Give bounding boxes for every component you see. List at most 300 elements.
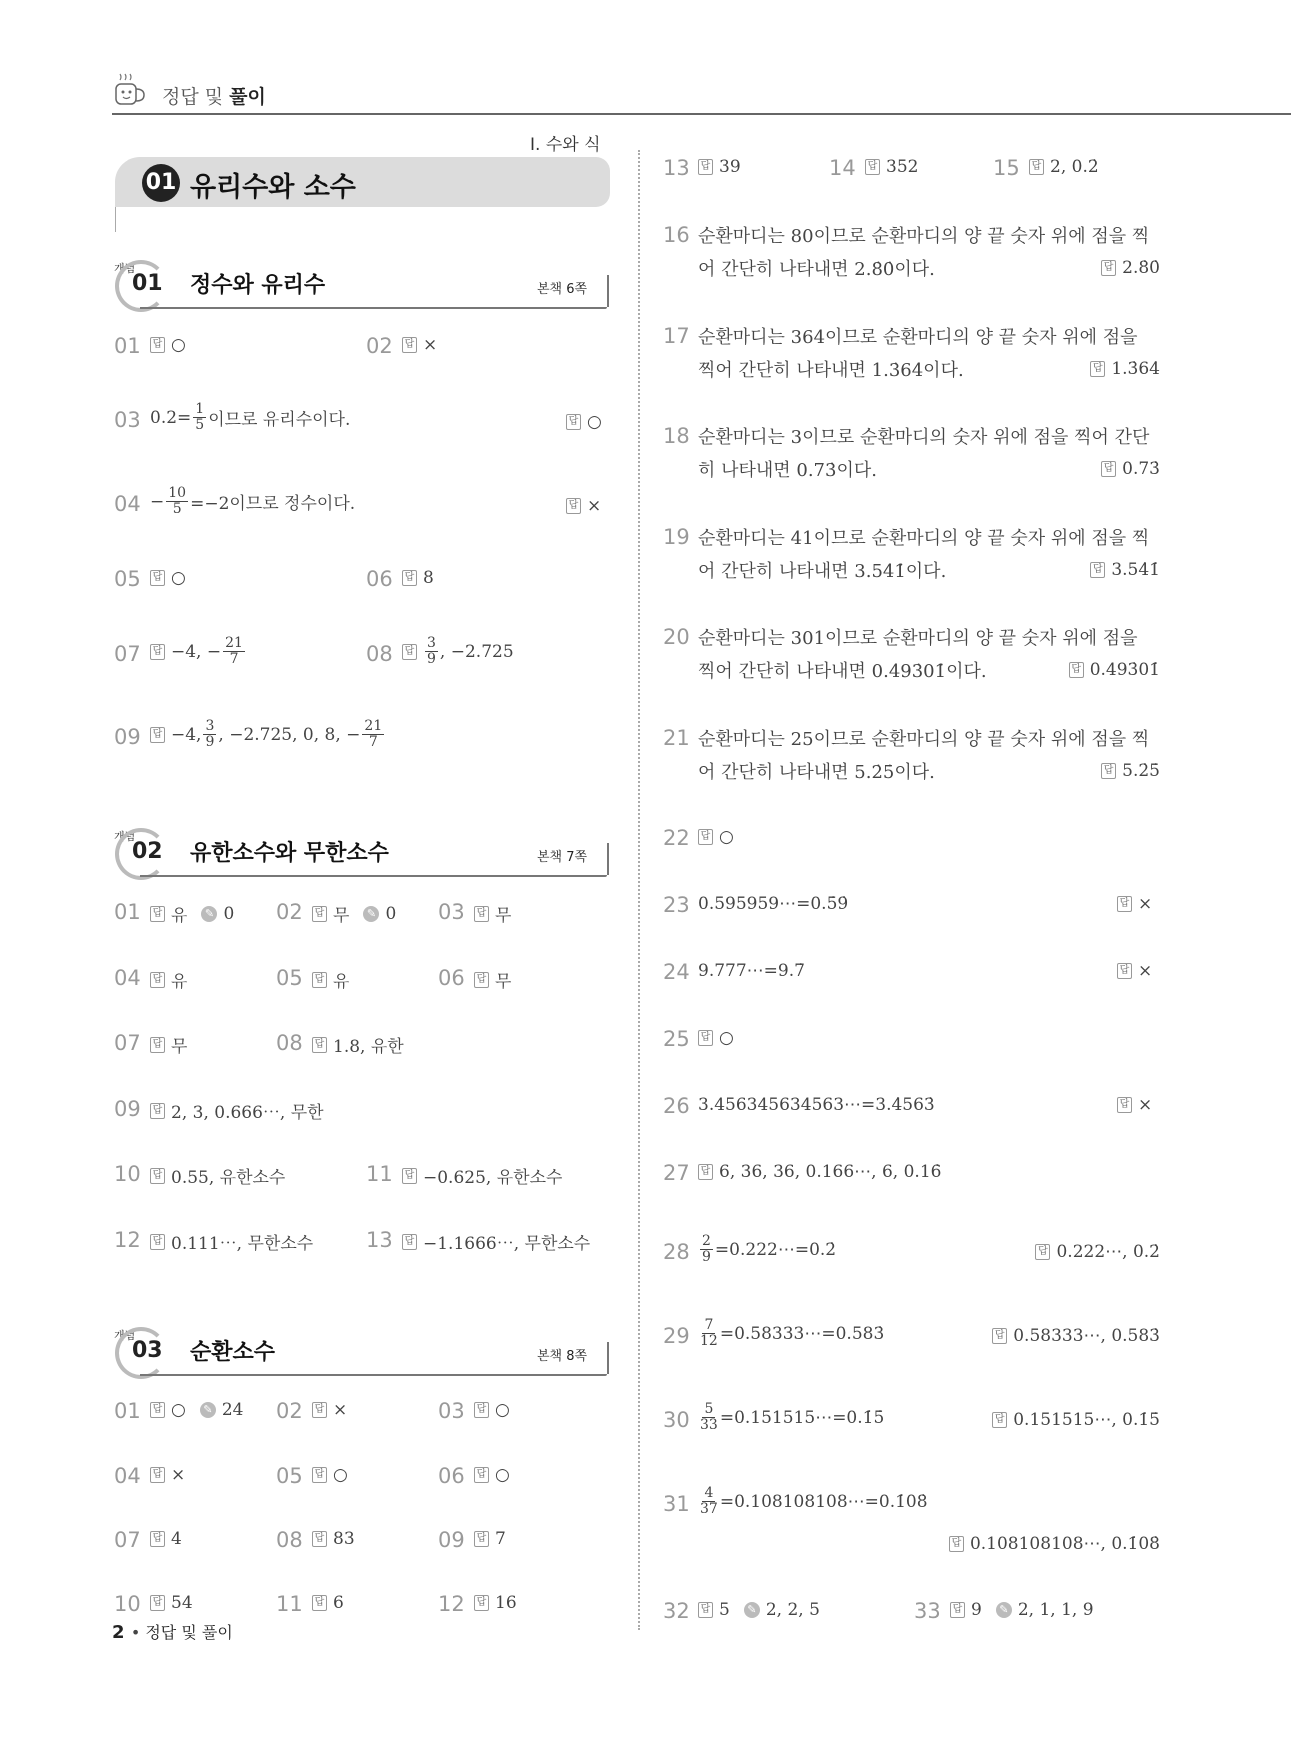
section-title: 정수와 유리수 bbox=[190, 273, 326, 298]
answer bbox=[992, 1326, 1160, 1346]
answer-text: 0.151515⋯, 0.1̇5̇ bbox=[1013, 1410, 1160, 1430]
q-number: 13 bbox=[366, 1228, 393, 1252]
answer bbox=[312, 1400, 347, 1420]
section-ref: 본책 7쪽 bbox=[537, 850, 588, 865]
answer-icon: 답 bbox=[150, 972, 165, 988]
solution-text: − bbox=[150, 491, 165, 512]
q-number: 01 bbox=[114, 900, 141, 924]
answer-text: 유 bbox=[171, 972, 188, 992]
q-number: 01 bbox=[114, 1399, 141, 1423]
header-title bbox=[162, 82, 266, 109]
denominator: 33 bbox=[700, 1417, 718, 1433]
q-number: 05 bbox=[276, 966, 303, 990]
q-number: 06 bbox=[366, 567, 393, 591]
answer-icon: 답 bbox=[1090, 361, 1105, 377]
q-number: 02 bbox=[276, 900, 303, 924]
q-number: 03 bbox=[438, 900, 465, 924]
answer bbox=[1101, 459, 1160, 479]
answer-icon: 답 bbox=[312, 1595, 327, 1611]
pencil-icon: ✎ bbox=[996, 1602, 1012, 1618]
q-number: 28 bbox=[663, 1240, 690, 1264]
explanation-line: 어 간단히 나타내면 2.8̇0̇이다. bbox=[698, 259, 935, 280]
process-text: 2, 2, 5 bbox=[765, 1600, 820, 1620]
answer-text: 무 bbox=[495, 972, 512, 992]
answer-text: −1.1666⋯, 무한소수 bbox=[423, 1234, 591, 1254]
answer-text: 무 bbox=[495, 906, 512, 926]
q-number: 23 bbox=[663, 893, 690, 917]
answer-icon: 답 bbox=[1117, 896, 1132, 912]
q-number: 18 bbox=[663, 424, 690, 448]
answer-icon: 답 bbox=[698, 159, 713, 175]
answer-icon: 답 bbox=[474, 1531, 489, 1547]
q-number: 07 bbox=[114, 1528, 141, 1552]
answer bbox=[150, 1529, 182, 1549]
process-text: 2, 1, 1, 9 bbox=[1017, 1600, 1094, 1620]
process-text: 24 bbox=[221, 1400, 244, 1420]
answer-text: × bbox=[423, 335, 438, 355]
section-edge bbox=[607, 275, 609, 307]
answer-icon: 답 bbox=[312, 1531, 327, 1547]
answer-icon: 답 bbox=[698, 829, 713, 845]
answer-text: 0.111⋯, 무한소수 bbox=[171, 1234, 314, 1254]
q-number: 10 bbox=[114, 1162, 141, 1186]
section-underline bbox=[140, 1374, 607, 1376]
q-number: 01 bbox=[114, 334, 141, 358]
fraction bbox=[700, 1402, 718, 1433]
answer-text: 54 bbox=[171, 1593, 193, 1613]
answer bbox=[312, 901, 396, 926]
unit-number: 01 bbox=[142, 164, 180, 202]
q-number: 05 bbox=[276, 1464, 303, 1488]
answer-icon: 답 bbox=[150, 570, 165, 586]
denominator: 12 bbox=[700, 1333, 718, 1349]
numerator: 21 bbox=[225, 635, 243, 651]
answer-icon: 답 bbox=[402, 337, 417, 353]
answer bbox=[150, 1465, 185, 1485]
answer-icon: 답 bbox=[150, 1595, 165, 1611]
answer-icon: 답 bbox=[950, 1602, 965, 1618]
answer-icon: 답 bbox=[1090, 562, 1105, 578]
answer bbox=[1101, 761, 1160, 781]
answer-text: 8 bbox=[423, 568, 434, 588]
denominator: 37 bbox=[700, 1501, 718, 1517]
section-number: 02 bbox=[132, 839, 163, 864]
answer-icon: 답 bbox=[1101, 763, 1116, 779]
answer bbox=[698, 827, 734, 847]
answer-icon: 답 bbox=[1069, 662, 1084, 678]
answer-text: 0.493̇01̇ bbox=[1089, 660, 1160, 680]
q-number: 02 bbox=[366, 334, 393, 358]
q-number: 09 bbox=[438, 1528, 465, 1552]
section-label: 개념 bbox=[114, 1329, 136, 1342]
answer-text: 6, 36, 36, 0.166⋯, 6, 0.16̇ bbox=[719, 1162, 942, 1182]
answer-text: 1.3̇64̇ bbox=[1111, 358, 1160, 379]
q-number: 09 bbox=[114, 1097, 141, 1121]
answer-icon: 답 bbox=[312, 1037, 327, 1053]
pencil-icon: ✎ bbox=[200, 1402, 216, 1418]
answer-text: 무 bbox=[333, 906, 350, 926]
answer-text: 0.108108108⋯, 0.1̇08̇ bbox=[969, 1534, 1160, 1554]
denominator: 7 bbox=[368, 734, 378, 750]
header-title-bold: 풀이 bbox=[229, 86, 266, 108]
q-number: 25 bbox=[663, 1027, 690, 1051]
section-ref: 본책 8쪽 bbox=[537, 1349, 588, 1364]
answer-icon: 답 bbox=[150, 1402, 165, 1418]
q-number: 32 bbox=[663, 1599, 690, 1623]
solution-line bbox=[150, 486, 355, 517]
footer-text: 정답 및 풀이 bbox=[145, 1623, 233, 1642]
numerator: 3 bbox=[205, 718, 215, 734]
fraction bbox=[425, 636, 438, 667]
answer bbox=[566, 412, 602, 432]
answer-icon: 답 bbox=[312, 1467, 327, 1483]
answer-text: 39 bbox=[719, 157, 741, 177]
process-text: 0 bbox=[223, 903, 235, 924]
q-number: 26 bbox=[663, 1094, 690, 1118]
q-number: 06 bbox=[438, 1464, 465, 1488]
solution-line bbox=[698, 1402, 884, 1433]
denominator: 9 bbox=[205, 734, 215, 750]
fraction bbox=[166, 486, 188, 517]
answer-icon: 답 bbox=[150, 1168, 165, 1184]
section-ref: 본책 6쪽 bbox=[537, 282, 588, 297]
numerator: 10 bbox=[168, 485, 187, 501]
fraction bbox=[700, 1234, 713, 1265]
header-rule bbox=[112, 113, 1291, 115]
solution-text: 3.456345634563⋯=3.4̇563̇ bbox=[698, 1095, 935, 1115]
answer-icon: 답 bbox=[312, 906, 327, 922]
answer bbox=[865, 157, 918, 177]
q-number: 08 bbox=[366, 642, 393, 666]
explanation-line: 찍어 간단히 나타내면 0.493̇01̇이다. bbox=[698, 661, 987, 682]
answer-icon: 답 bbox=[402, 644, 417, 660]
explanation-line: 순환마디는 41이므로 순환마디의 양 끝 숫자 위에 점을 찍 bbox=[698, 527, 1150, 549]
answer bbox=[312, 1465, 348, 1485]
answer-text: , −2.725 bbox=[439, 641, 514, 662]
answer bbox=[474, 1593, 517, 1613]
answer-icon: 답 bbox=[474, 1467, 489, 1483]
q-number: 08 bbox=[276, 1031, 303, 1055]
answer bbox=[150, 1032, 187, 1057]
answer-icon: 답 bbox=[1117, 1097, 1132, 1113]
answer bbox=[150, 335, 186, 355]
answer-icon: 답 bbox=[150, 337, 165, 353]
numerator: 7 bbox=[704, 1317, 714, 1333]
q-number: 29 bbox=[663, 1324, 690, 1348]
answer bbox=[566, 496, 601, 516]
answer bbox=[474, 967, 511, 992]
answer bbox=[402, 636, 514, 667]
answer bbox=[474, 1465, 510, 1485]
answer bbox=[150, 1593, 193, 1613]
q-number: 02 bbox=[276, 1399, 303, 1423]
answer bbox=[698, 1162, 941, 1182]
answer-text: 16 bbox=[495, 1593, 517, 1613]
q-number: 17 bbox=[663, 323, 690, 348]
q-number: 04 bbox=[114, 492, 141, 516]
pencil-icon: ✎ bbox=[744, 1602, 760, 1618]
answer-icon: 답 bbox=[566, 498, 581, 514]
answer-icon: 답 bbox=[474, 906, 489, 922]
process-text: 0 bbox=[385, 903, 397, 924]
answer bbox=[312, 1593, 344, 1613]
answer-text: ○ bbox=[171, 1400, 186, 1420]
fraction bbox=[700, 1318, 718, 1349]
answer-text: 무 bbox=[171, 1037, 188, 1057]
explanation-line: 순환마디는 25이므로 순환마디의 양 끝 숫자 위에 점을 찍 bbox=[698, 728, 1150, 750]
answer-icon: 답 bbox=[474, 1402, 489, 1418]
answer-text: × bbox=[171, 1465, 186, 1485]
q-number: 12 bbox=[114, 1228, 141, 1252]
q-number: 14 bbox=[829, 156, 856, 180]
answer-icon: 답 bbox=[474, 1595, 489, 1611]
answer-text: 0.222⋯, 0.2̇ bbox=[1056, 1242, 1160, 1262]
q-number: 04 bbox=[114, 1464, 141, 1488]
answer-icon: 답 bbox=[402, 1234, 417, 1250]
answer-icon: 답 bbox=[1101, 461, 1116, 477]
numerator: 2 bbox=[702, 1233, 711, 1249]
q-number: 13 bbox=[663, 156, 690, 180]
q-number: 30 bbox=[663, 1408, 690, 1432]
section-title: 유한소수와 무한소수 bbox=[190, 841, 389, 866]
answer-text: 0.73̇ bbox=[1122, 459, 1160, 479]
explanation-line: 순환마디는 80이므로 순환마디의 양 끝 숫자 위에 점을 찍 bbox=[698, 226, 1150, 247]
answer bbox=[150, 1400, 243, 1420]
answer bbox=[312, 1529, 355, 1549]
explanation-line: 순환마디는 301이므로 순환마디의 양 끝 숫자 위에 점을 bbox=[698, 628, 1138, 649]
numerator: 21 bbox=[364, 718, 383, 734]
answer-text: ○ bbox=[171, 335, 186, 355]
answer bbox=[150, 967, 187, 992]
answer bbox=[312, 967, 349, 992]
answer bbox=[150, 1098, 324, 1123]
q-number: 24 bbox=[663, 960, 690, 984]
solution-text: =0.151515⋯=0.1̇5̇ bbox=[719, 1407, 885, 1428]
answer-icon: 답 bbox=[402, 570, 417, 586]
section-label: 개념 bbox=[114, 262, 136, 275]
answer bbox=[1117, 894, 1152, 914]
pencil-icon: ✎ bbox=[201, 906, 217, 922]
q-number: 27 bbox=[663, 1161, 690, 1185]
answer-icon: 답 bbox=[1035, 1244, 1050, 1260]
explanation-line: 어 간단히 나타내면 3.54̇1̇이다. bbox=[698, 560, 947, 582]
answer-text: 83 bbox=[333, 1529, 355, 1549]
answer-text: × bbox=[333, 1400, 348, 1420]
numerator: 4 bbox=[704, 1485, 714, 1501]
q-number: 08 bbox=[276, 1528, 303, 1552]
page-footer: 2 • 정답 및 풀이 bbox=[112, 1622, 233, 1643]
q-number: 04 bbox=[114, 966, 141, 990]
q-number: 16 bbox=[663, 223, 690, 247]
answer-icon: 답 bbox=[1029, 159, 1044, 175]
answer bbox=[150, 901, 234, 926]
fraction bbox=[203, 719, 216, 750]
answer bbox=[950, 1600, 1094, 1620]
answer-icon: 답 bbox=[949, 1536, 964, 1552]
answer bbox=[474, 901, 511, 926]
q-number: 12 bbox=[438, 1592, 465, 1616]
answer bbox=[1069, 660, 1160, 680]
solution-text: 0.595959⋯=0.5̇9̇ bbox=[698, 894, 849, 914]
answer bbox=[150, 636, 247, 667]
q-number: 05 bbox=[114, 567, 141, 591]
section-edge bbox=[607, 843, 609, 875]
fraction bbox=[362, 719, 384, 750]
answer-icon: 답 bbox=[150, 906, 165, 922]
mug-icon bbox=[112, 72, 146, 108]
section-underline bbox=[140, 307, 607, 309]
answer-icon: 답 bbox=[474, 972, 489, 988]
answer-text: −4, bbox=[171, 724, 202, 745]
chapter-label: Ⅰ. 수와 식 bbox=[530, 135, 601, 155]
answer-text: 유 bbox=[333, 972, 350, 992]
denominator: 7 bbox=[229, 651, 239, 667]
answer bbox=[150, 1163, 285, 1188]
solution-text: =0.58333⋯=0.583̇ bbox=[719, 1323, 885, 1344]
explanation-paragraph bbox=[698, 220, 1168, 286]
answer-text: × bbox=[1138, 1095, 1153, 1115]
answer-text: 352 bbox=[886, 157, 919, 177]
unit-banner-tail bbox=[115, 207, 124, 232]
answer-icon: 답 bbox=[566, 414, 581, 430]
solution-line bbox=[150, 402, 350, 433]
answer-text: 5.2̇5̇ bbox=[1122, 760, 1160, 781]
explanation-paragraph bbox=[698, 421, 1168, 487]
answer-text: × bbox=[587, 496, 602, 516]
q-number: 07 bbox=[114, 1031, 141, 1055]
solution-text: 이므로 유리수이다. bbox=[208, 410, 351, 430]
solution-line bbox=[698, 1234, 836, 1265]
answer-icon: 답 bbox=[150, 1467, 165, 1483]
answer-icon: 답 bbox=[1117, 963, 1132, 979]
denominator: 9 bbox=[427, 651, 436, 667]
denominator: 9 bbox=[702, 1249, 711, 1265]
explanation-line: 히 나타내면 0.73̇이다. bbox=[698, 460, 877, 481]
fraction bbox=[223, 636, 245, 667]
answer-icon: 답 bbox=[992, 1412, 1007, 1428]
unit-title: 유리수와 소수 bbox=[190, 172, 356, 203]
answer bbox=[698, 157, 741, 177]
q-number: 33 bbox=[914, 1599, 941, 1623]
answer bbox=[402, 1163, 562, 1188]
answer-text: ○ bbox=[171, 568, 186, 588]
answer bbox=[402, 1229, 590, 1254]
q-number: 11 bbox=[366, 1162, 393, 1186]
answer bbox=[1090, 560, 1160, 580]
answer bbox=[150, 719, 386, 750]
q-number: 11 bbox=[276, 1592, 303, 1616]
q-number: 09 bbox=[114, 725, 141, 749]
answer bbox=[312, 1032, 404, 1057]
answer-icon: 답 bbox=[698, 1030, 713, 1046]
answer bbox=[150, 568, 186, 588]
q-number: 07 bbox=[114, 642, 141, 666]
solution-text: =0.108108108⋯=0.1̇08̇ bbox=[719, 1491, 928, 1512]
answer-icon: 답 bbox=[150, 1037, 165, 1053]
answer-text: 7 bbox=[495, 1529, 506, 1549]
section-number: 01 bbox=[132, 271, 163, 296]
answer-icon: 답 bbox=[698, 1164, 713, 1180]
answer bbox=[150, 1229, 313, 1254]
q-number: 20 bbox=[663, 625, 690, 649]
answer-icon: 답 bbox=[402, 1168, 417, 1184]
solution-text: 9.777⋯=9.7̇ bbox=[698, 961, 805, 981]
answer-text: 2, 0.2̇ bbox=[1050, 157, 1099, 177]
answer-text: 6 bbox=[333, 1593, 344, 1613]
denominator: 5 bbox=[172, 501, 182, 517]
answer-text: ○ bbox=[719, 1028, 734, 1048]
answer bbox=[402, 335, 437, 355]
answer-icon: 답 bbox=[1101, 260, 1116, 276]
answer-icon: 답 bbox=[150, 1103, 165, 1119]
answer-icon: 답 bbox=[150, 644, 165, 660]
column-divider bbox=[638, 150, 640, 1630]
answer bbox=[1117, 1095, 1152, 1115]
fraction bbox=[193, 402, 206, 433]
answer-text: , −2.725, 0, 8, − bbox=[218, 724, 361, 745]
answer-icon: 답 bbox=[865, 159, 880, 175]
answer-text: 0.55, 유한소수 bbox=[171, 1168, 286, 1188]
explanation-line: 어 간단히 나타내면 5.2̇5̇이다. bbox=[698, 761, 935, 783]
answer bbox=[1029, 157, 1099, 177]
answer-icon: 답 bbox=[150, 1234, 165, 1250]
answer bbox=[949, 1534, 1160, 1554]
answer-icon: 답 bbox=[698, 1602, 713, 1618]
section-underline bbox=[140, 875, 607, 877]
section-edge bbox=[607, 1342, 609, 1374]
explanation-line: 찍어 간단히 나타내면 1.3̇64̇이다. bbox=[698, 359, 964, 381]
answer-text: ○ bbox=[495, 1465, 510, 1485]
answer bbox=[698, 1028, 734, 1048]
page-number: 2 bbox=[112, 1622, 125, 1643]
q-number: 21 bbox=[663, 725, 690, 750]
section-label: 개념 bbox=[114, 830, 136, 843]
numerator: 1 bbox=[195, 401, 205, 417]
answer bbox=[1101, 258, 1160, 278]
answer-text: 0.58333⋯, 0.583̇ bbox=[1013, 1326, 1160, 1346]
answer-text: 4 bbox=[171, 1529, 182, 1549]
pencil-icon: ✎ bbox=[363, 906, 379, 922]
answer-text: 9 bbox=[971, 1600, 982, 1620]
answer-icon: 답 bbox=[312, 1402, 327, 1418]
answer-text: −0.625, 유한소수 bbox=[423, 1168, 563, 1188]
q-number: 03 bbox=[438, 1399, 465, 1423]
q-number: 03 bbox=[114, 408, 141, 432]
answer-icon: 답 bbox=[312, 972, 327, 988]
answer bbox=[992, 1410, 1160, 1430]
answer-icon: 답 bbox=[992, 1328, 1007, 1344]
q-number: 06 bbox=[438, 966, 465, 990]
fraction bbox=[700, 1486, 718, 1517]
answer-text: 유 bbox=[171, 906, 188, 926]
answer bbox=[1035, 1242, 1160, 1262]
answer-text: ○ bbox=[495, 1400, 510, 1420]
q-number: 19 bbox=[663, 524, 690, 549]
explanation-line: 순환마디는 3이므로 순환마디의 숫자 위에 점을 찍어 간단 bbox=[698, 427, 1150, 448]
denominator: 5 bbox=[195, 417, 205, 433]
answer-text: ○ bbox=[587, 412, 602, 432]
answer-text: ○ bbox=[719, 827, 734, 847]
answer-text: 2.8̇0̇ bbox=[1122, 258, 1160, 278]
answer bbox=[474, 1400, 510, 1420]
answer-icon: 답 bbox=[150, 1531, 165, 1547]
solution-text: 0.2= bbox=[150, 407, 192, 428]
answer-icon: 답 bbox=[150, 727, 165, 743]
q-number: 10 bbox=[114, 1592, 141, 1616]
answer-text: 2, 3, 0.666⋯, 무한 bbox=[171, 1103, 324, 1123]
section-number: 03 bbox=[132, 1338, 163, 1363]
q-number: 22 bbox=[663, 826, 690, 850]
